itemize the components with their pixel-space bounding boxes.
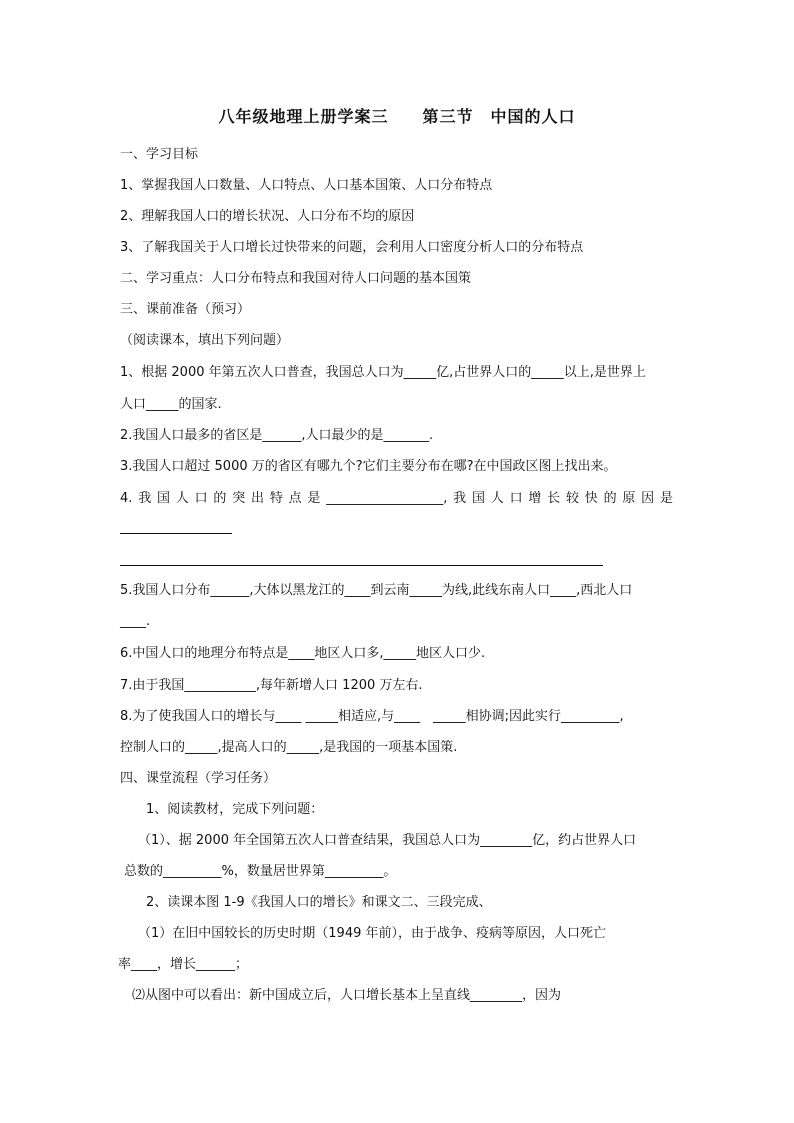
question-7: 7.由于我国___________,每年新增人口 1200 万左右. bbox=[120, 678, 423, 693]
objective-1: 1、掌握我国人口数量、人口特点、人口基本国策、人口分布特点 bbox=[120, 178, 493, 193]
objective-2: 2、理解我国人口的增长状况、人口分布不均的原因 bbox=[120, 209, 415, 224]
task-1: 1、阅读教材，完成下列问题： bbox=[146, 802, 324, 817]
answer-blank-line bbox=[120, 565, 603, 566]
question-8-line-2: 控制人口的_____,提高人口的_____,是我国的一项基本国策. bbox=[120, 740, 458, 755]
task-2-question-1-line-2: 率____，增长______； bbox=[118, 957, 249, 972]
task-1-question-1-line-2: 总数的_________%，数量居世界第_________。 bbox=[124, 864, 397, 879]
answer-blank-line bbox=[120, 533, 232, 534]
question-4-line-1: 4.我国人口的突出特点是__________________,我国人口增长较快的原因是 bbox=[120, 491, 673, 506]
task-1-question-1-line-1: （1）、据 2000 年全国第五次人口普查结果，我国总人口为________亿，约占世界人口 bbox=[138, 833, 637, 848]
question-5-line-2: ____. bbox=[120, 614, 151, 629]
section-heading-objectives: 一、学习目标 bbox=[120, 147, 199, 162]
section-heading-preview: 三、课前准备（预习） bbox=[120, 302, 251, 317]
question-5-line-1: 5.我国人口分布______,大体以黑龙江的____到云南_____为线,此线东南人口____,西北人口 bbox=[120, 583, 633, 598]
question-8-line-1: 8.为了使我国人口的增长与____ _____相适应,与____ _____相协调;因此实行_________, bbox=[120, 709, 624, 724]
task-2-question-1-line-1: （1）在旧中国较长的历史时期（1949 年前），由于战争、疫病等原因，人口死亡 bbox=[138, 926, 606, 941]
question-1-line-1: 1、根据 2000 年第五次人口普查，我国总人口为_____亿,占世界人口的_____以上,是世界上 bbox=[120, 365, 646, 380]
document-title: 八年级地理上册学案三 第三节 中国的人口 bbox=[218, 107, 576, 126]
question-3: 3.我国人口超过 5000 万的省区有哪九个?它们主要分布在哪?在中国政区图上找出来。 bbox=[120, 459, 617, 474]
task-2-question-2-line-1: ⑵从图中可以看出：新中国成立后，人口增长基本上呈直线________，因为 bbox=[132, 988, 562, 1003]
task-2: 2、读课本图 1-9《我国人口的增长》和课文二、三段完成、 bbox=[146, 895, 492, 910]
question-2: 2.我国人口最多的省区是______,人口最少的是_______. bbox=[120, 428, 434, 443]
question-6: 6.中国人口的地理分布特点是____地区人口多,_____地区人口少. bbox=[120, 646, 486, 661]
objective-3: 3、了解我国关于人口增长过快带来的问题，会利用人口密度分析人口的分布特点 bbox=[120, 240, 584, 255]
section-heading-class-flow: 四、课堂流程（学习任务） bbox=[120, 771, 277, 786]
section-heading-key-points: 二、学习重点：人口分布特点和我国对待人口问题的基本国策 bbox=[120, 271, 472, 286]
preview-instruction: （阅读课本，填出下列问题） bbox=[120, 333, 290, 348]
question-1-line-2: 人口_____的国家. bbox=[120, 397, 222, 412]
